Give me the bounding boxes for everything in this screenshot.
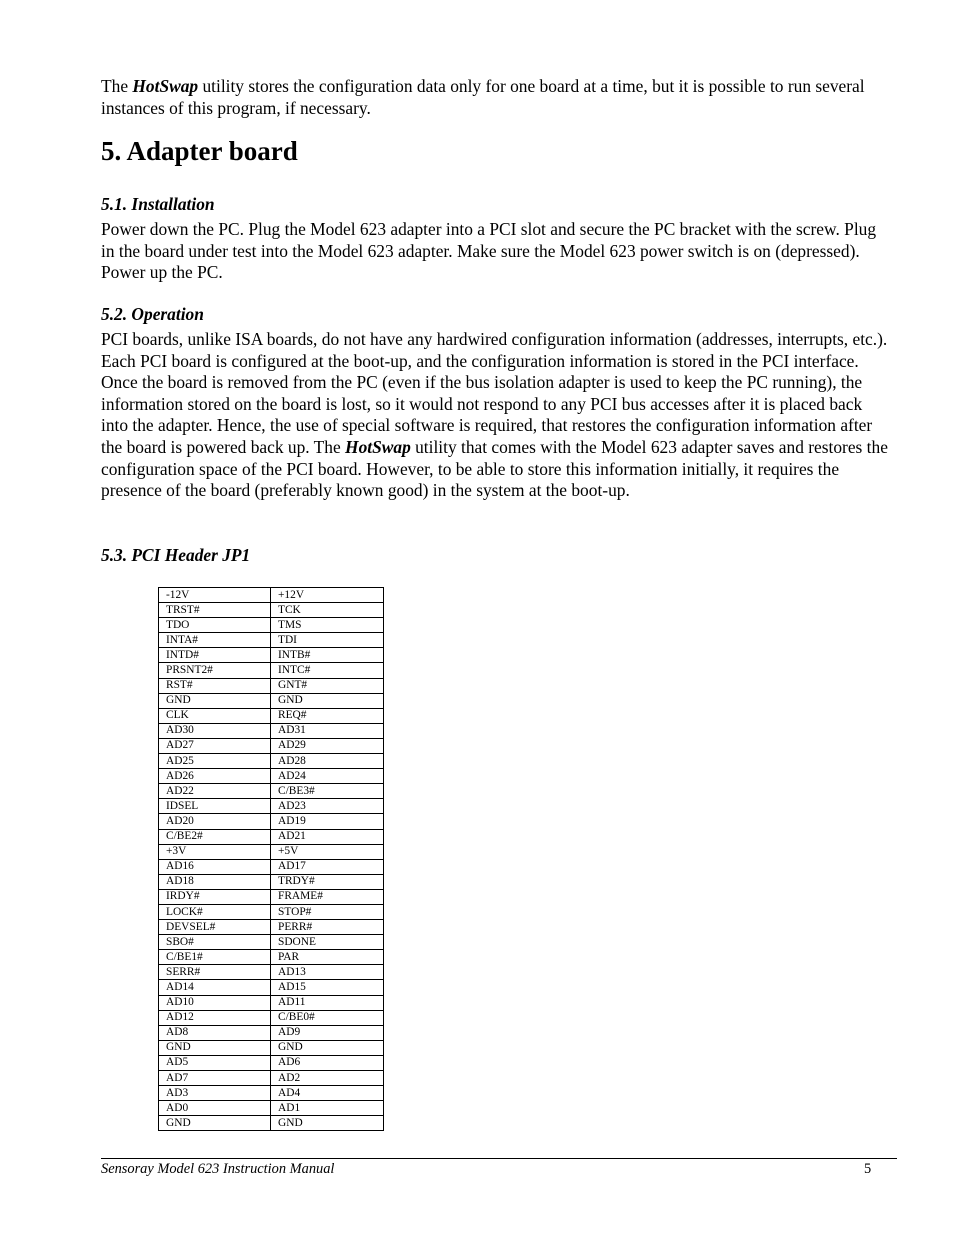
table-row (159, 799, 384, 814)
table-row (159, 1010, 384, 1025)
section-heading-operation: 5.2. Operation (101, 304, 204, 324)
pin-cell-right: AD15 (271, 980, 384, 995)
table-row (159, 708, 384, 723)
intro-text-end: utility stores the configuration data only for one board at a time, but it is possible to run several instances of this program, if necessary. (101, 76, 865, 118)
pin-cell-left: +3V (159, 844, 271, 859)
table-row (159, 723, 384, 738)
footer-title: Sensoray Model 623 Instruction Manual (101, 1161, 335, 1177)
pin-cell-left: AD18 (159, 874, 271, 889)
pin-cell-left: AD26 (159, 769, 271, 784)
pin-cell-right: AD17 (271, 859, 384, 874)
pin-cell-right: GND (271, 1040, 384, 1055)
table-row (159, 678, 384, 693)
table-row (159, 920, 384, 935)
pin-cell-right: AD28 (271, 754, 384, 769)
pin-cell-right: AD13 (271, 965, 384, 980)
pin-cell-left: INTD# (159, 648, 271, 663)
table-row (159, 950, 384, 965)
pin-cell-right: AD19 (271, 814, 384, 829)
pin-cell-left: PRSNT2# (159, 663, 271, 678)
pin-cell-left: SBO# (159, 935, 271, 950)
table-row (159, 829, 384, 844)
pin-cell-left: AD27 (159, 738, 271, 753)
pin-cell-left: SERR# (159, 965, 271, 980)
pin-cell-left: IRDY# (159, 889, 271, 904)
pin-cell-right: C/BE0# (271, 1010, 384, 1025)
pin-cell-right: AD24 (271, 769, 384, 784)
installation-paragraph: Power down the PC. Plug the Model 623 adapter into a PCI slot and secure the PC bracket with the screw. Plug in the board under test into the Model 623 adapter. Make sure the Model 623 power switch is on (depressed). Power up the PC. (101, 219, 877, 283)
pin-cell-right: TDI (271, 633, 384, 648)
chapter-title: 5. Adapter board (101, 136, 298, 166)
table-row (159, 814, 384, 829)
pin-cell-left: AD25 (159, 754, 271, 769)
pin-cell-right: TRDY# (271, 874, 384, 889)
pin-cell-right: AD29 (271, 738, 384, 753)
pin-cell-left: GND (159, 1116, 271, 1131)
intro-paragraph (101, 76, 891, 119)
operation-text-start: PCI boards, unlike ISA boards, do not have any hardwired configuration information (addresses, interrupts, etc.). Each PCI board is configured at the boot-up, and the configuration information is stored in the PCI interface. Once the board is removed from the PC (even if the bus isolation adapter is used to keep the PC running), the information stored on the board is lost, so it would not respond to any PCI bus accesses after it is placed back into the adapter. Hence, the use of special software is required, that restores the configuration information after the board is powered back up. The (101, 329, 888, 457)
table-row (159, 1040, 384, 1055)
pin-cell-right: TCK (271, 603, 384, 618)
pin-cell-right: REQ# (271, 708, 384, 723)
table-row (159, 874, 384, 889)
pin-cell-right: GNT# (271, 678, 384, 693)
footer-divider (101, 1158, 897, 1159)
pin-cell-right: GND (271, 1116, 384, 1131)
operation-text-end: utility that comes with the Model 623 adapter saves and restores the configuration space of the PCI board. However, to be able to store this information initially, it requires the presence of the board (preferably known good) in the system at the boot-up. (101, 436, 888, 501)
pin-cell-left: TRST# (159, 603, 271, 618)
pin-cell-left: GND (159, 1040, 271, 1055)
pin-cell-right: +5V (271, 844, 384, 859)
pin-cell-left: DEVSEL# (159, 920, 271, 935)
table-row (159, 980, 384, 995)
hotswap-emphasis: HotSwap (132, 76, 199, 96)
table-row (159, 859, 384, 874)
pin-cell-right: INTB# (271, 648, 384, 663)
pin-cell-right: SDONE (271, 935, 384, 950)
pin-cell-left: GND (159, 693, 271, 708)
table-row (159, 1071, 384, 1086)
pci-header-pin-table (158, 587, 384, 1131)
hotswap-emphasis: HotSwap (345, 436, 411, 457)
table-row (159, 1055, 384, 1070)
pin-cell-right: AD1 (271, 1101, 384, 1116)
pin-cell-left: AD7 (159, 1071, 271, 1086)
table-row (159, 1101, 384, 1116)
table-row (159, 889, 384, 904)
pin-cell-left: TDO (159, 618, 271, 633)
pin-cell-right: AD4 (271, 1086, 384, 1101)
pin-cell-left: AD20 (159, 814, 271, 829)
pin-cell-right: INTC# (271, 663, 384, 678)
table-row (159, 588, 384, 603)
table-row (159, 995, 384, 1010)
pin-cell-right: STOP# (271, 904, 384, 919)
intro-text-start: The (101, 76, 133, 96)
pin-cell-right: PERR# (271, 920, 384, 935)
table-row (159, 633, 384, 648)
pin-cell-right: TMS (271, 618, 384, 633)
pin-table-body (159, 588, 384, 1131)
table-row (159, 618, 384, 633)
page-number: 5 (864, 1161, 872, 1177)
pin-cell-left: AD12 (159, 1010, 271, 1025)
pin-cell-left: AD3 (159, 1086, 271, 1101)
pin-cell-right: AD9 (271, 1025, 384, 1040)
table-row (159, 663, 384, 678)
pin-cell-left: CLK (159, 708, 271, 723)
pin-cell-right: PAR (271, 950, 384, 965)
pin-cell-left: RST# (159, 678, 271, 693)
table-row (159, 1116, 384, 1131)
pin-cell-left: AD14 (159, 980, 271, 995)
table-row (159, 648, 384, 663)
pin-cell-left: LOCK# (159, 904, 271, 919)
table-row (159, 693, 384, 708)
pin-cell-left: IDSEL (159, 799, 271, 814)
pin-cell-right: AD2 (271, 1071, 384, 1086)
pin-cell-left: AD22 (159, 784, 271, 799)
table-row (159, 904, 384, 919)
pin-cell-left: -12V (159, 588, 271, 603)
section-heading-pci-header: 5.3. PCI Header JP1 (101, 545, 251, 565)
pin-cell-left: INTA# (159, 633, 271, 648)
table-row (159, 935, 384, 950)
pin-cell-right: AD11 (271, 995, 384, 1010)
table-row (159, 965, 384, 980)
pin-cell-left: AD30 (159, 723, 271, 738)
pin-cell-left: AD5 (159, 1055, 271, 1070)
pin-cell-left: AD8 (159, 1025, 271, 1040)
pin-cell-right: FRAME# (271, 889, 384, 904)
pin-cell-left: C/BE2# (159, 829, 271, 844)
table-row (159, 769, 384, 784)
pin-cell-left: AD10 (159, 995, 271, 1010)
table-row (159, 784, 384, 799)
table-row (159, 603, 384, 618)
pin-cell-right: AD21 (271, 829, 384, 844)
pin-cell-right: GND (271, 693, 384, 708)
table-row (159, 754, 384, 769)
section-heading-installation: 5.1. Installation (101, 194, 215, 214)
table-row (159, 1025, 384, 1040)
table-row (159, 844, 384, 859)
pin-cell-right: AD31 (271, 723, 384, 738)
pin-cell-right: AD6 (271, 1055, 384, 1070)
pin-cell-left: C/BE1# (159, 950, 271, 965)
table-row (159, 1086, 384, 1101)
pin-cell-right: C/BE3# (271, 784, 384, 799)
pin-cell-left: AD0 (159, 1101, 271, 1116)
pin-cell-right: +12V (271, 588, 384, 603)
operation-paragraph (101, 329, 891, 502)
pin-cell-right: AD23 (271, 799, 384, 814)
pin-cell-left: AD16 (159, 859, 271, 874)
table-row (159, 738, 384, 753)
